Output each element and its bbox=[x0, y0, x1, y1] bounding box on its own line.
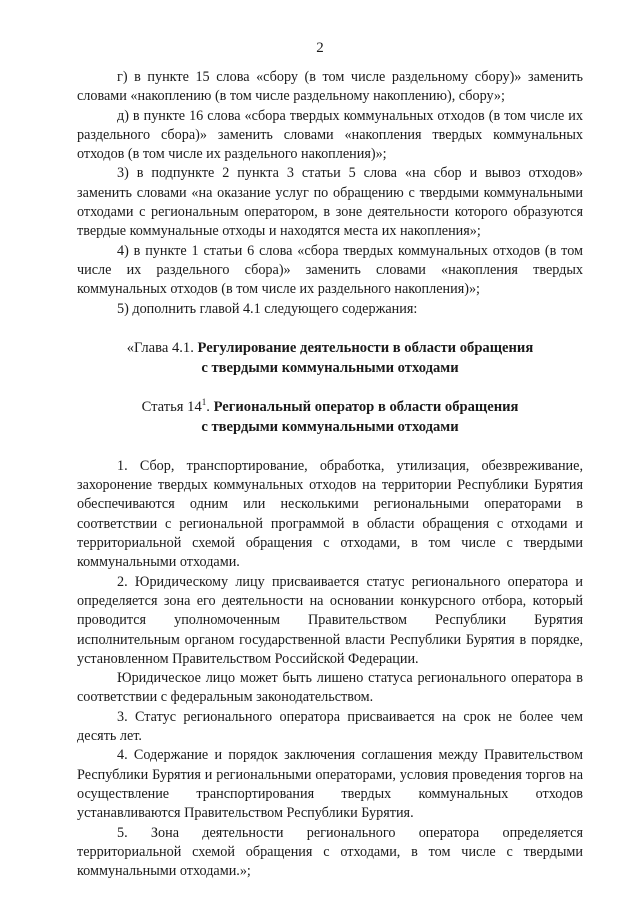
chapter-prefix: «Глава 4.1. bbox=[126, 339, 194, 356]
article-title-line1: Региональный оператор в области обращения bbox=[213, 398, 519, 415]
page-number: 2 bbox=[316, 40, 324, 56]
article-paragraph: 3. Статус регионального оператора присваивается на срок не более чем десять лет. bbox=[77, 708, 583, 745]
chapter-heading bbox=[77, 338, 583, 378]
article-paragraph: 5. Зона деятельности регионального оператора определяется территориальной схемой обращения с отходами, в том числе с твердыми коммунальными отходами.»; bbox=[77, 824, 583, 880]
article-paragraph: 2. Юридическому лицу присваивается статус регионального оператора и определяется зона его деятельности на основании конкурсного отбора, который проводится уполномоченным Правительством Республики Бурятия исполнительным органом государственной власти Республики Бурятия в порядке, установленном Правительством Российской Федерации. bbox=[77, 573, 583, 667]
article-paragraph: Юридическое лицо может быть лишено статуса регионального оператора в соответствии с федеральным законодательством. bbox=[77, 670, 583, 706]
document-body bbox=[77, 68, 583, 881]
article-prefix: Статья 14 bbox=[141, 398, 202, 415]
amendment-paragraph: 3) в подпункте 2 пункта 3 статьи 5 слова «на сбор и вывоз отходов» заменить словами «на оказание услуг по обращению с твердыми коммунальными отходами с региональным оператором, в зоне деятельности которого образуются твердые коммунальные отходы и находятся места их накопления»; bbox=[77, 165, 583, 240]
article-superscript: 1 bbox=[201, 397, 207, 407]
amendment-paragraph: 5) дополнить главой 4.1 следующего содержания: bbox=[117, 300, 418, 317]
amendment-paragraph: 4) в пункте 1 статьи 6 слова «сбора твердых коммунальных отходов (в том числе их раздельного сбора)» заменить словами «накопления твердых коммунальных отходов (в том числе их раздельного накопления)»; bbox=[77, 242, 583, 298]
article-paragraph: 4. Содержание и порядок заключения соглашения между Правительством Республики Бурятия и региональными операторами, условия проведения торгов на осуществление транспортирования твердых коммунальных отходов устанавливаются Правительством Республики Бурятия. bbox=[77, 747, 583, 822]
amendment-paragraph: г) в пункте 15 слова «сбору (в том числе раздельному сбору)» заменить словами «накоплению (в том числе раздельному накоплению), сбору»; bbox=[77, 69, 583, 105]
chapter-title-line1: Регулирование деятельности в области обращения bbox=[197, 339, 534, 356]
article-title-line2: с твердыми коммунальными отходами bbox=[201, 418, 459, 435]
article-paragraph: 1. Сбор, транспортирование, обработка, утилизация, обезвреживание, захоронение твердых коммунальных отходов на территории Республики Бурятия обеспечиваются одним или несколькими региональными операторами в соответствии с региональной программой в области обращения с отходами и территориальной схемой обращения с отходами, в том числе с твердыми коммунальными отходами. bbox=[77, 457, 583, 571]
amendment-paragraph: д) в пункте 16 слова «сбора твердых коммунальных отходов (в том числе их раздельного сбора)» заменить словами «накопления твердых коммунальных отходов (в том числе их раздельного накопления)»; bbox=[77, 107, 583, 163]
article-heading: Статья $14^1$. Региональный оператор в области обращения с твердыми коммунальными отходами bbox=[141, 397, 519, 435]
chapter-title-line2: с твердыми коммунальными отходами bbox=[201, 359, 459, 376]
